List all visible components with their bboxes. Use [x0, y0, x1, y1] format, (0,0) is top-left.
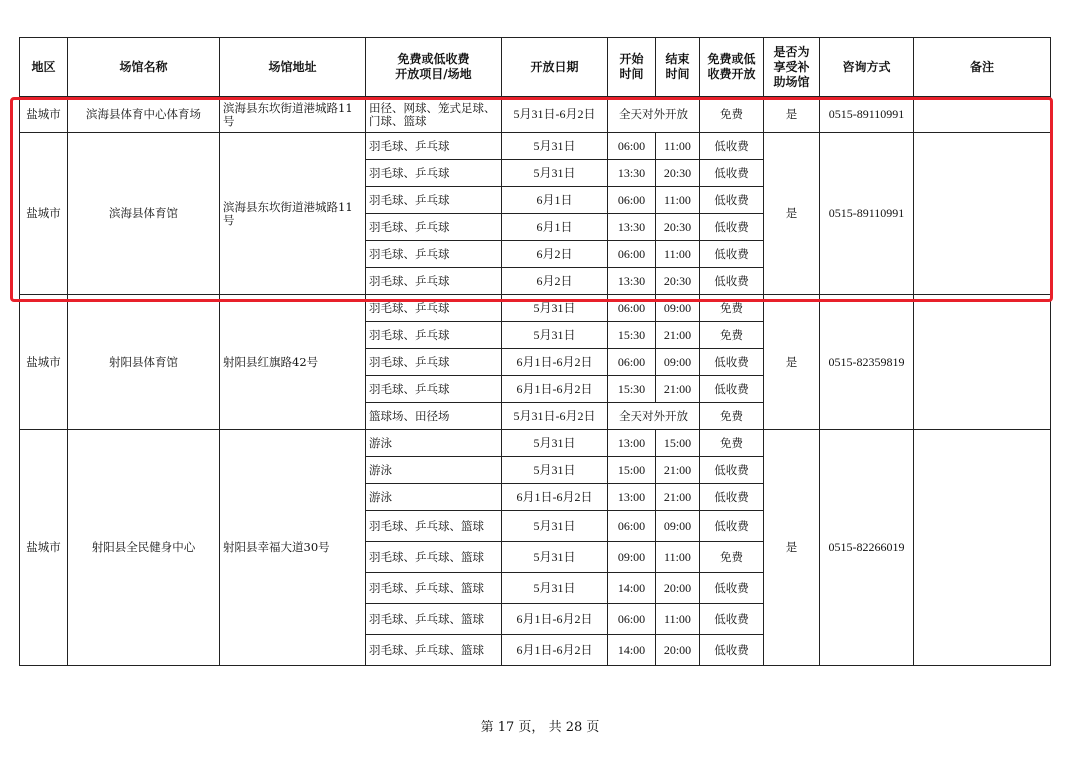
venue-address-cell: 滨海县东坎街道港城路11号 — [220, 133, 366, 295]
fee-type-cell: 低收费 — [700, 268, 764, 295]
fee-type-cell: 免费 — [700, 542, 764, 573]
open-date-cell: 6月1日-6月2日 — [502, 604, 608, 635]
page-footer: 第 17 页， 共 28 页 — [480, 720, 600, 735]
open-item-cell: 羽毛球、乒乓球、篮球 — [366, 573, 502, 604]
open-item-cell: 羽毛球、乒乓球、篮球 — [366, 542, 502, 573]
open-item-cell: 篮球场、田径场 — [366, 403, 502, 430]
open-item-cell: 羽毛球、乒乓球 — [366, 322, 502, 349]
fee-type-cell: 免费 — [700, 322, 764, 349]
header-subsidy: 是否为 享受补 助场馆 — [764, 38, 820, 97]
header-open-items: 免费或低收费 开放项目/场地 — [366, 38, 502, 97]
end-time-cell: 20:30 — [656, 268, 700, 295]
fee-type-cell: 低收费 — [700, 573, 764, 604]
open-date-cell: 5月31日 — [502, 457, 608, 484]
table-row — [20, 133, 1051, 160]
fee-type-cell: 低收费 — [700, 511, 764, 542]
contact-cell: 0515-82266019 — [820, 430, 914, 666]
header-start-time: 开始 时间 — [608, 38, 656, 97]
open-date-cell: 5月31日 — [502, 430, 608, 457]
header-note: 备注 — [914, 38, 1051, 97]
venue-name-cell: 射阳县全民健身中心 — [68, 430, 220, 666]
table-body — [20, 97, 1051, 666]
contact-cell: 0515-82359819 — [820, 295, 914, 430]
table-row — [20, 430, 1051, 457]
open-date-cell: 5月31日 — [502, 133, 608, 160]
open-item-cell: 羽毛球、乒乓球 — [366, 133, 502, 160]
fee-type-cell: 免费 — [700, 295, 764, 322]
start-time-cell: 14:00 — [608, 573, 656, 604]
venue-name-cell: 滨海县体育馆 — [68, 133, 220, 295]
header-venue-address: 场馆地址 — [220, 38, 366, 97]
open-item-cell: 羽毛球、乒乓球 — [366, 376, 502, 403]
fee-type-cell: 低收费 — [700, 457, 764, 484]
fee-type-cell: 低收费 — [700, 376, 764, 403]
end-time-cell: 21:00 — [656, 322, 700, 349]
end-time-cell: 11:00 — [656, 604, 700, 635]
open-date-cell: 6月1日 — [502, 214, 608, 241]
open-item-cell: 羽毛球、乒乓球 — [366, 187, 502, 214]
open-date-cell: 6月1日-6月2日 — [502, 349, 608, 376]
venue-address-cell: 滨海县东坎街道港城路11号 — [220, 97, 366, 133]
end-time-cell: 09:00 — [656, 295, 700, 322]
start-time-cell: 06:00 — [608, 187, 656, 214]
start-time-cell: 09:00 — [608, 542, 656, 573]
header-open-date: 开放日期 — [502, 38, 608, 97]
subsidy-cell: 是 — [764, 430, 820, 666]
open-date-cell: 5月31日 — [502, 573, 608, 604]
start-time-cell: 06:00 — [608, 604, 656, 635]
table-row — [20, 97, 1051, 133]
subsidy-cell: 是 — [764, 133, 820, 295]
open-item-cell: 羽毛球、乒乓球 — [366, 295, 502, 322]
start-time-cell: 06:00 — [608, 241, 656, 268]
fee-type-cell: 免费 — [700, 97, 764, 133]
open-date-cell: 6月1日-6月2日 — [502, 635, 608, 666]
contact-cell: 0515-89110991 — [820, 133, 914, 295]
end-time-cell: 09:00 — [656, 511, 700, 542]
fee-type-cell: 免费 — [700, 430, 764, 457]
note-cell — [914, 97, 1051, 133]
open-item-cell: 田径、网球、笼式足球、门球、篮球 — [366, 97, 502, 133]
open-date-cell: 5月31日 — [502, 511, 608, 542]
fee-type-cell: 低收费 — [700, 160, 764, 187]
table-row — [20, 295, 1051, 322]
venue-name-cell: 射阳县体育馆 — [68, 295, 220, 430]
note-cell — [914, 133, 1051, 295]
fee-type-cell: 低收费 — [700, 214, 764, 241]
start-time-cell: 13:30 — [608, 268, 656, 295]
header-end-time: 结束 时间 — [656, 38, 700, 97]
venue-address-cell: 射阳县红旗路42号 — [220, 295, 366, 430]
note-cell — [914, 295, 1051, 430]
end-time-cell: 09:00 — [656, 349, 700, 376]
contact-cell: 0515-89110991 — [820, 97, 914, 133]
start-time-cell: 13:00 — [608, 430, 656, 457]
fee-type-cell: 低收费 — [700, 241, 764, 268]
open-date-cell: 6月1日-6月2日 — [502, 484, 608, 511]
open-item-cell: 羽毛球、乒乓球 — [366, 160, 502, 187]
end-time-cell: 21:00 — [656, 484, 700, 511]
open-date-cell: 6月1日 — [502, 187, 608, 214]
open-item-cell: 游泳 — [366, 484, 502, 511]
start-time-cell: 14:00 — [608, 635, 656, 666]
end-time-cell: 15:00 — [656, 430, 700, 457]
start-time-cell: 06:00 — [608, 349, 656, 376]
open-date-cell: 6月2日 — [502, 241, 608, 268]
fee-type-cell: 低收费 — [700, 187, 764, 214]
open-item-cell: 羽毛球、乒乓球 — [366, 268, 502, 295]
start-time-cell: 15:30 — [608, 376, 656, 403]
venue-name-cell: 滨海县体育中心体育场 — [68, 97, 220, 133]
subsidy-cell: 是 — [764, 295, 820, 430]
open-date-cell: 6月2日 — [502, 268, 608, 295]
fee-type-cell: 低收费 — [700, 133, 764, 160]
region-cell: 盐城市 — [20, 133, 68, 295]
end-time-cell: 20:00 — [656, 635, 700, 666]
start-time-cell: 15:30 — [608, 322, 656, 349]
open-date-cell: 5月31日 — [502, 542, 608, 573]
venue-table — [19, 37, 1051, 666]
fee-type-cell: 低收费 — [700, 484, 764, 511]
open-item-cell: 羽毛球、乒乓球 — [366, 241, 502, 268]
open-item-cell: 羽毛球、乒乓球、篮球 — [366, 635, 502, 666]
start-time-cell: 13:00 — [608, 484, 656, 511]
end-time-cell: 20:30 — [656, 214, 700, 241]
open-time-cell: 全天对外开放 — [608, 403, 700, 430]
open-item-cell: 羽毛球、乒乓球 — [366, 349, 502, 376]
start-time-cell: 06:00 — [608, 511, 656, 542]
fee-type-cell: 低收费 — [700, 604, 764, 635]
open-date-cell: 6月1日-6月2日 — [502, 376, 608, 403]
end-time-cell: 11:00 — [656, 241, 700, 268]
end-time-cell: 11:00 — [656, 187, 700, 214]
open-date-cell: 5月31日-6月2日 — [502, 97, 608, 133]
region-cell: 盐城市 — [20, 295, 68, 430]
start-time-cell: 06:00 — [608, 295, 656, 322]
fee-type-cell: 低收费 — [700, 635, 764, 666]
header-venue-name: 场馆名称 — [68, 38, 220, 97]
fee-type-cell: 低收费 — [700, 349, 764, 376]
open-date-cell: 5月31日 — [502, 295, 608, 322]
venue-address-cell: 射阳县幸福大道30号 — [220, 430, 366, 666]
open-date-cell: 5月31日-6月2日 — [502, 403, 608, 430]
region-cell: 盐城市 — [20, 97, 68, 133]
end-time-cell: 21:00 — [656, 457, 700, 484]
start-time-cell: 13:30 — [608, 160, 656, 187]
end-time-cell: 20:30 — [656, 160, 700, 187]
header-fee-type: 免费或低 收费开放 — [700, 38, 764, 97]
fee-type-cell: 免费 — [700, 403, 764, 430]
open-item-cell: 羽毛球、乒乓球 — [366, 214, 502, 241]
start-time-cell: 15:00 — [608, 457, 656, 484]
start-time-cell: 06:00 — [608, 133, 656, 160]
region-cell: 盐城市 — [20, 430, 68, 666]
header-region: 地区 — [20, 38, 68, 97]
open-date-cell: 5月31日 — [502, 160, 608, 187]
end-time-cell: 21:00 — [656, 376, 700, 403]
open-item-cell: 羽毛球、乒乓球、篮球 — [366, 511, 502, 542]
header-contact: 咨询方式 — [820, 38, 914, 97]
table-header-row — [20, 38, 1051, 97]
end-time-cell: 20:00 — [656, 573, 700, 604]
open-date-cell: 5月31日 — [502, 322, 608, 349]
open-item-cell: 游泳 — [366, 430, 502, 457]
open-time-cell: 全天对外开放 — [608, 97, 700, 133]
start-time-cell: 13:30 — [608, 214, 656, 241]
note-cell — [914, 430, 1051, 666]
subsidy-cell: 是 — [764, 97, 820, 133]
end-time-cell: 11:00 — [656, 542, 700, 573]
end-time-cell: 11:00 — [656, 133, 700, 160]
open-item-cell: 游泳 — [366, 457, 502, 484]
open-item-cell: 羽毛球、乒乓球、篮球 — [366, 604, 502, 635]
